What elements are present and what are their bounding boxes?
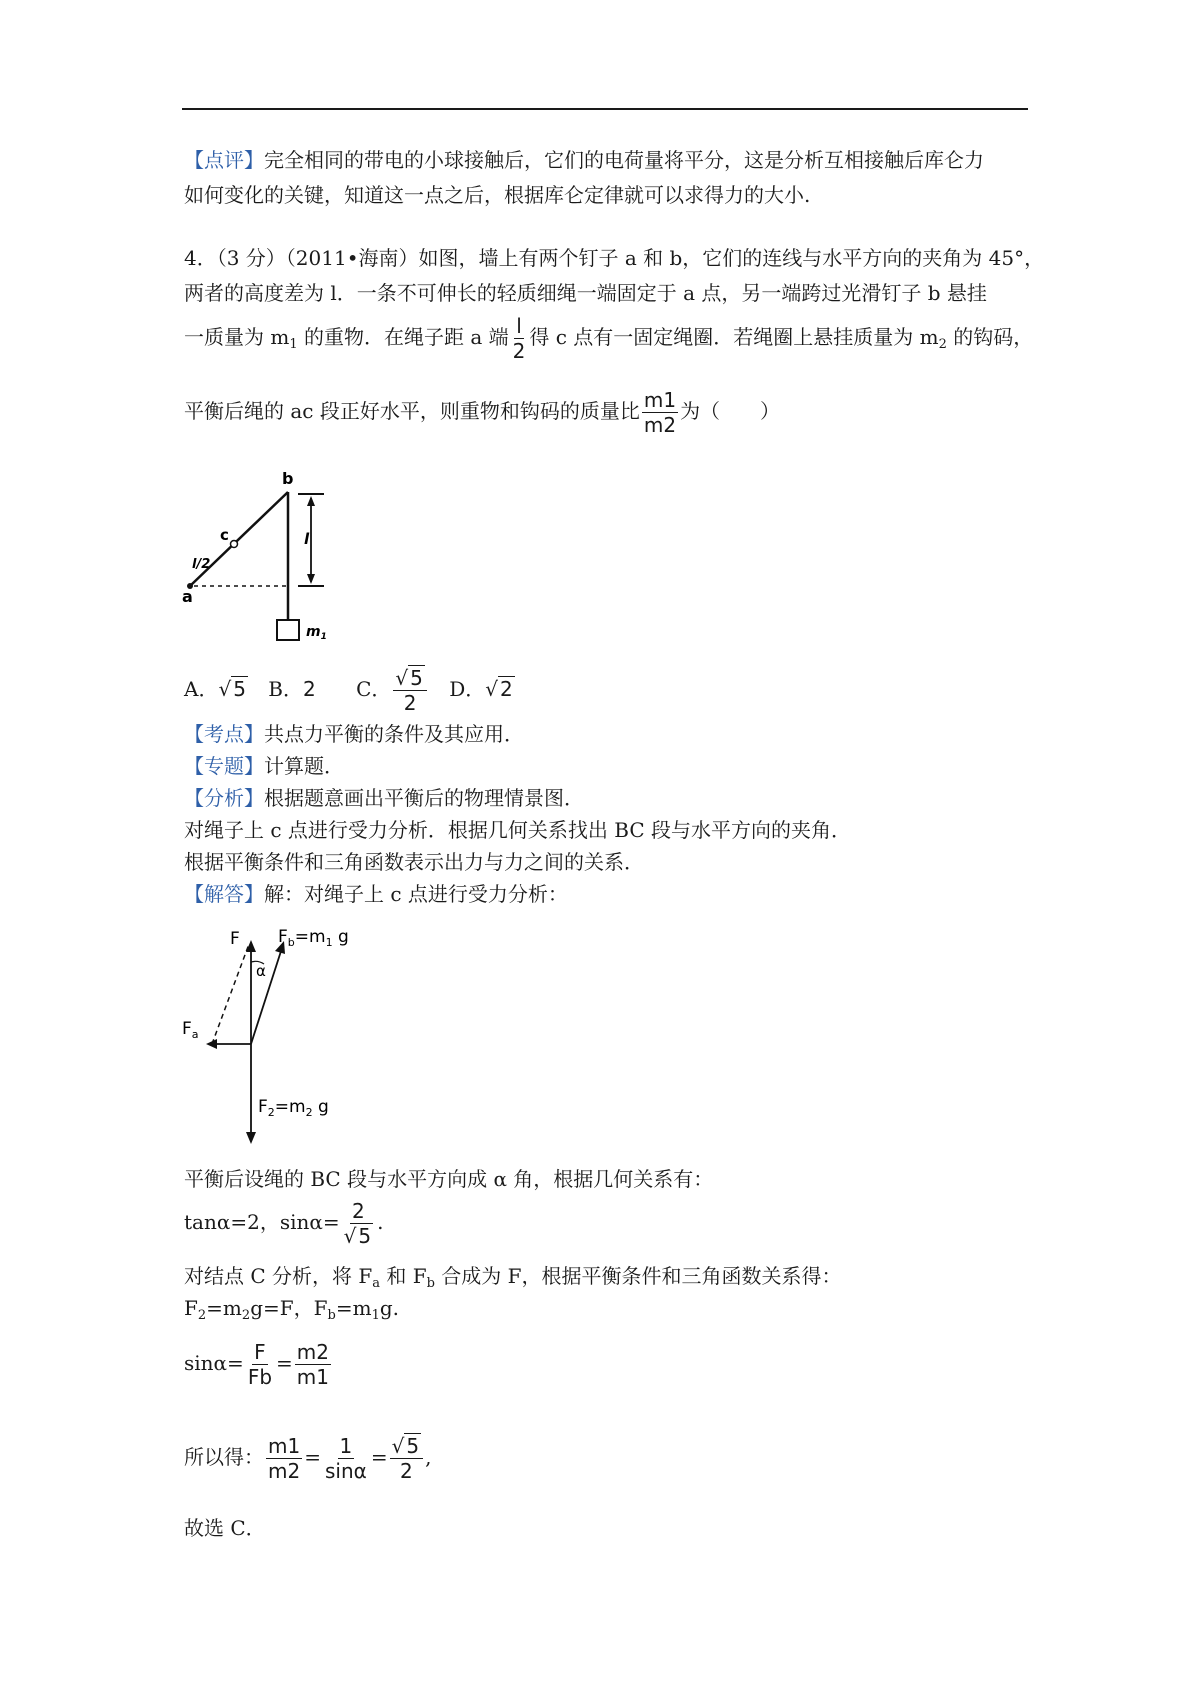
fenxi-tag: 【分析】 [184, 786, 264, 810]
s4-sub3: b [327, 1308, 336, 1323]
fraction-sqrt5-over-2 [390, 1434, 423, 1483]
fenxi-line [184, 784, 584, 812]
q3-pre: 一质量为 m [184, 325, 290, 349]
s3-mid: 和 F [380, 1264, 427, 1288]
options-line [184, 666, 515, 715]
solution-line-6 [184, 1428, 431, 1486]
q4-post: 为（ ） [680, 399, 781, 423]
option-c-label: C． [356, 677, 392, 701]
s6-eq1: = [304, 1445, 321, 1469]
frac-den: 2 [399, 1459, 413, 1483]
s4-d: =m [335, 1296, 372, 1320]
review-line-1 [184, 146, 984, 174]
frac-den: m1 [296, 1365, 329, 1389]
s4-sub4: 1 [371, 1308, 380, 1323]
jieda-text: 解：对绳子上 c 点进行受力分析： [264, 882, 568, 906]
q3-mid: 的重物．在绳子距 a 端 [297, 325, 509, 349]
frac-num: m1 [268, 1434, 301, 1458]
nail-rope-diagram [180, 462, 340, 642]
header-rule [182, 108, 1028, 110]
fraction-m1-over-m2 [642, 388, 678, 437]
label-a: a [182, 587, 193, 606]
option-d-value: √ 2 [485, 677, 513, 701]
option-b-label: B． [268, 677, 303, 701]
review-text-1: 完全相同的带电的小球接触后，它们的电荷量将平分，这是分析互相接触后库仑力 [264, 148, 984, 172]
s4-sub2: 2 [241, 1308, 251, 1323]
label-c: c [220, 526, 229, 544]
s3-sub2: b [426, 1276, 435, 1291]
s6-post: , [425, 1445, 432, 1469]
fraction-l-over-2 [511, 314, 528, 363]
s5-eq: = [276, 1351, 293, 1375]
fraction-m1-over-m2-result [266, 1434, 302, 1483]
frac-den: sinα [324, 1459, 367, 1483]
s2-rad: 5 [358, 1224, 372, 1248]
ring-c [231, 541, 238, 548]
frac-num: m1 [643, 388, 677, 412]
s2-post: . [377, 1210, 384, 1234]
fenxi-text-2: 对绳子上 c 点进行受力分析．根据几何关系找出 BC 段与水平方向的夹角． [184, 818, 852, 842]
s4-e: g. [379, 1296, 400, 1320]
fenxi-text-3: 根据平衡条件和三角函数表示出力与力之间的关系． [184, 850, 644, 874]
option-c-num: √ 5 [393, 666, 426, 691]
fenxi-line-2 [184, 816, 851, 844]
s3-sub1: a [372, 1276, 381, 1291]
weight-m1 [277, 620, 299, 640]
zhuanti-text: 计算题． [264, 754, 344, 778]
s4-a: F [184, 1296, 198, 1320]
frac-num: 2 [352, 1199, 365, 1223]
s4-c: g=F，F [250, 1296, 328, 1320]
label-l: l [304, 530, 310, 548]
review-line-2 [184, 181, 810, 209]
frac-num: m2 [296, 1340, 329, 1364]
solution-line-5 [184, 1334, 333, 1392]
fraction-2-over-sqrt5 [342, 1199, 375, 1248]
q3-end: 的钩码， [946, 325, 1034, 349]
fraction-1-over-sin [323, 1434, 369, 1483]
s5-pre: sinα= [184, 1351, 244, 1375]
s3-post: 合成为 F，根据平衡条件和三角函数关系得： [434, 1264, 842, 1288]
question-line-4 [184, 386, 780, 437]
label-b: b [282, 469, 294, 488]
option-d-rad: 2 [500, 677, 513, 701]
label-Fa: $F_a$ [182, 1019, 199, 1041]
kaodian-tag: 【考点】 [184, 722, 264, 746]
frac-num: F [254, 1340, 266, 1364]
frac-num: 1 [339, 1434, 353, 1458]
solution-text-7: 故选 C． [184, 1516, 266, 1540]
option-a-rad: 5 [233, 677, 246, 701]
q3-sub2: 2 [938, 337, 947, 352]
frac-den: 2 [512, 339, 526, 363]
label-half-l: l/2 [192, 557, 211, 572]
option-d-label: D． [449, 677, 486, 701]
fraction-F-over-Fb [246, 1340, 274, 1389]
frac-num: √ 5 [390, 1434, 423, 1459]
option-c-den: 2 [403, 691, 417, 715]
force-diagram [176, 916, 366, 1148]
zhuanti-line [184, 752, 344, 780]
kaodian-text: 共点力平衡的条件及其应用． [264, 722, 524, 746]
question-line-3 [184, 312, 1033, 363]
question-line-1 [184, 244, 1044, 272]
option-a-value: √ 5 [218, 677, 246, 701]
s6-rad: 5 [406, 1434, 420, 1458]
dashed-parallelogram [212, 944, 249, 1044]
option-b-value: 2 [303, 677, 316, 701]
force-F2-arrow [246, 1132, 256, 1144]
s6-eq2: = [370, 1445, 388, 1469]
q3-post: 得 c 点有一固定绳圈．若绳圈上悬挂质量为 m [529, 325, 939, 349]
frac-den: √ 5 [343, 1224, 372, 1248]
s6-pre: 所以得： [184, 1445, 264, 1469]
s4-sub1: 2 [197, 1308, 207, 1323]
frac-den: Fb [247, 1365, 273, 1389]
solution-line-2 [184, 1194, 383, 1250]
label-Fb: $F_b=m_1$ g [278, 927, 349, 949]
fenxi-text: 根据题意画出平衡后的物理情景图． [264, 786, 584, 810]
review-tag: 【点评】 [184, 148, 264, 172]
option-c-rad: 5 [410, 666, 423, 690]
fenxi-line-3 [184, 848, 644, 876]
question-text-1: 4．（3 分）（2011•海南）如图，墙上有两个钉子 a 和 b，它们的连线与水平方向的夹角为 45°， [184, 246, 1045, 270]
frac-den: m2 [643, 413, 677, 437]
label-F2: $F_2=m_2$ g [258, 1097, 329, 1119]
frac-den: m2 [268, 1459, 301, 1483]
q3-sub1: 1 [289, 337, 298, 352]
s2-pre: tanα=2，sinα= [184, 1210, 340, 1234]
zhuanti-tag: 【专题】 [184, 754, 264, 778]
solution-line-7 [184, 1514, 266, 1542]
option-c-value [393, 666, 426, 715]
jieda-line [184, 880, 568, 908]
q4-pre: 平衡后绳的 ac 段正好水平，则重物和钩码的质量比 [184, 399, 640, 423]
kaodian-line [184, 720, 524, 748]
s4-b: =m [206, 1296, 242, 1320]
fraction-m2-over-m1 [295, 1340, 331, 1389]
frac-num: l [516, 314, 522, 338]
question-text-2: 两者的高度差为 l．一条不可伸长的轻质细绳一端固定于 a 点，另一端跨过光滑钉子 b 悬挂 [184, 281, 987, 305]
question-line-2 [184, 279, 987, 307]
option-a-label: A． [184, 677, 219, 701]
s3-pre: 对结点 C 分析，将 F [184, 1264, 373, 1288]
solution-line-1 [184, 1165, 713, 1193]
height-arrow-down [307, 574, 315, 584]
label-alpha: α [256, 962, 266, 980]
label-F: F [230, 929, 240, 949]
height-arrow-up [307, 496, 315, 506]
force-Fa-arrow [206, 1039, 217, 1049]
jieda-tag: 【解答】 [184, 882, 264, 906]
solution-line-3 [184, 1262, 842, 1290]
solution-text-1: 平衡后设绳的 BC 段与水平方向成 α 角，根据几何关系有： [184, 1167, 714, 1191]
review-text-2: 如何变化的关键，知道这一点之后，根据库仑定律就可以求得力的大小. [184, 183, 811, 207]
label-m1: $m_1$ [306, 624, 327, 642]
solution-line-4 [184, 1294, 399, 1322]
